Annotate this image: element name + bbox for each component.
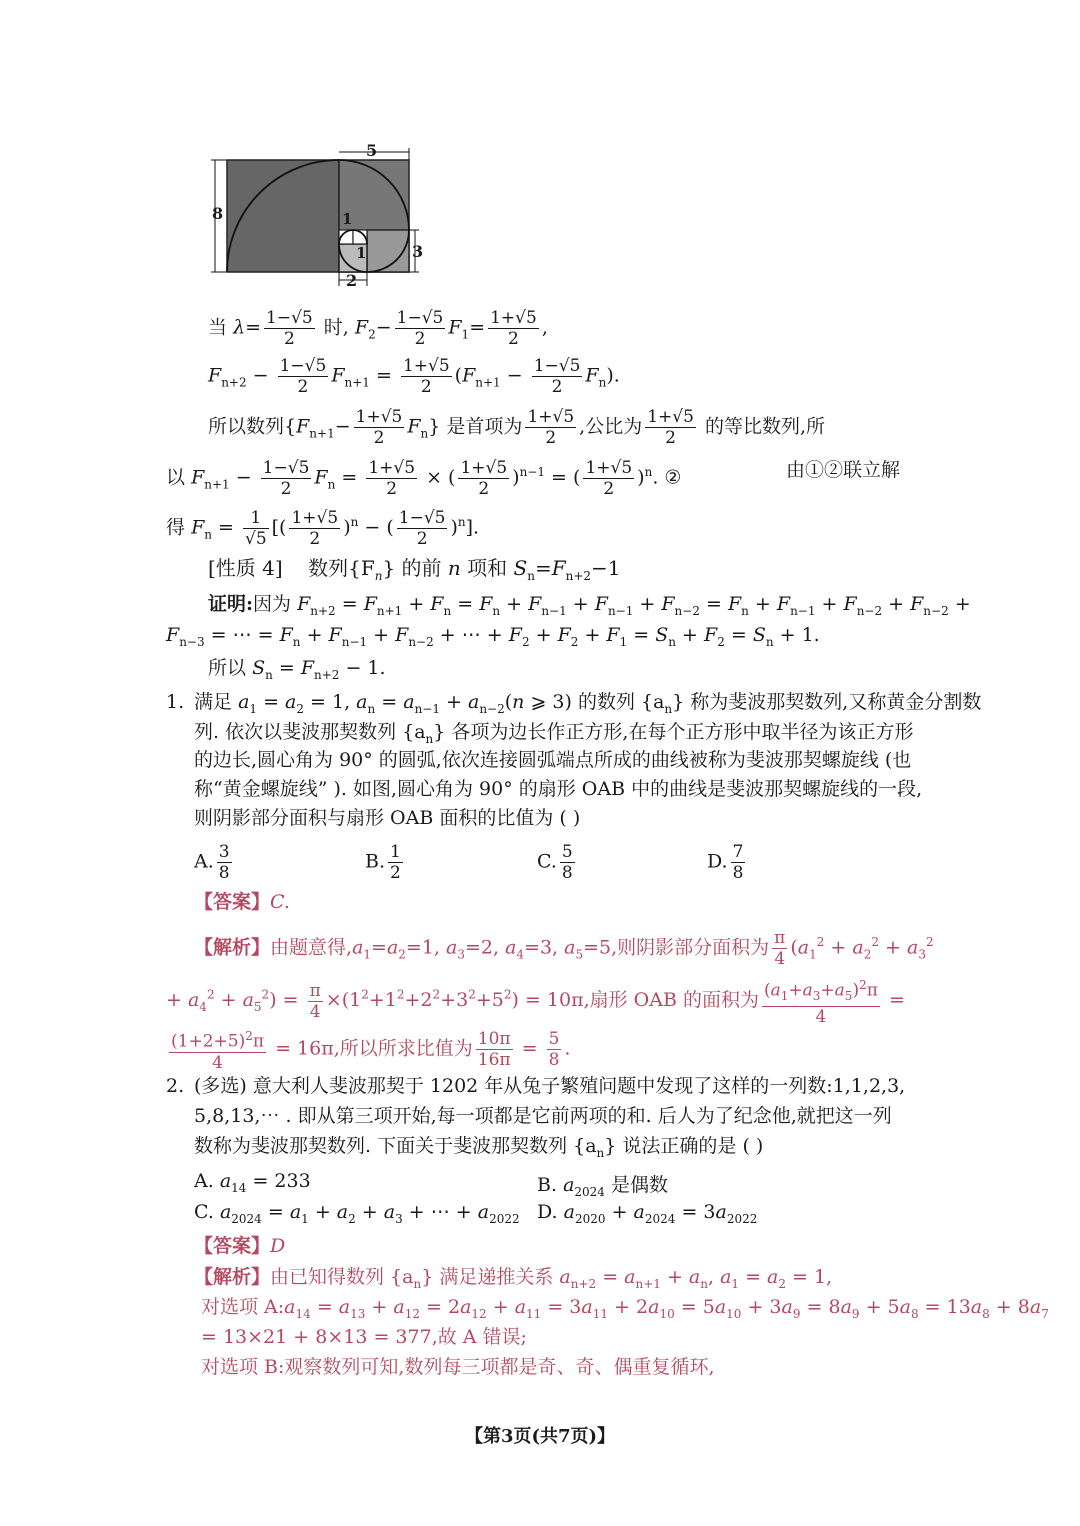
- q2-answer: 【答案】D: [194, 1235, 286, 1257]
- q2-option-c[interactable]: C. $a_{2024} = a_1 + a_2 + a_3$ + ⋯ + $a_{2022}$: [194, 1201, 520, 1226]
- q1-line-1: 满足 $a_1 = a_2 = 1$, $a_n = a_{n-1} + a_{n-2}(n$ ⩾ 3) 的数列 $\{a_n\}$ 称为斐波那契数列,又称黄金分割数: [194, 691, 982, 716]
- q1-line-4: 称“黄金螺旋线” ). 如图,圆心角为 90° 的扇形 OAB 中的曲线是斐波那契螺旋线的一段,: [194, 778, 923, 800]
- q1-number: 1.: [166, 691, 185, 713]
- q1-option-b[interactable]: B. $\frac{1}{2}$: [365, 842, 401, 883]
- q1-line-3: 的边长,圆心角为 90° 的圆弧,依次连接圆弧端点所成的曲线被称为斐波那契螺旋线 (也: [194, 749, 912, 771]
- q1-option-d[interactable]: D. $\frac{7}{8}$: [707, 842, 744, 883]
- q2-line-2: 5,8,13,⋯ . 即从第三项开始,每一项都是它前两项的和. 后人为了纪念他,就把这一列: [194, 1105, 892, 1127]
- label-5: 5: [366, 141, 378, 160]
- page-footer: 【第3页(共7页)】: [464, 1426, 616, 1447]
- q2-number: 2.: [166, 1075, 185, 1097]
- q1-line-5: 则阴影部分面积与扇形 OAB 面积的比值为 ( ): [194, 807, 581, 829]
- q2-analysis-line-4: 对选项 B:观察数列可知,数列每三项都是奇、奇、偶重复循环,: [201, 1356, 715, 1378]
- q2-analysis-line-2: 对选项 $A:a_{14} = a_{13} + a_{12} = 2a_{12} + a_{11} = 3a_{11} + 2a_{10} = 5a_{10} + 3a_9 = 8a_9 + 5a_8 = 13a_8 + 8a_7$: [201, 1296, 1049, 1321]
- label-8: 8: [212, 204, 224, 223]
- derivation-line-4-tail: 由①②联立解: [786, 459, 901, 481]
- label-1a: 1: [342, 210, 353, 228]
- q1-option-c[interactable]: C. $\frac{5}{8}$: [537, 842, 573, 883]
- q1-analysis-line-1: 【解析】由题意得$,a_1=a_2=1$, $a_3=2$, $a_4=3$, $a_5=5$,则阴影部分面积为 $\frac{\pi}{4}$ ($a_1^2 + a_2^2 + a_3^2$: [194, 928, 934, 969]
- derivation-line-5: 得 $F_n$ = $\frac{1}{√5}$ [( $\frac{1+√5}{2}$ )$^n$ − ( $\frac{1-√5}{2}$ )$^n$].: [166, 508, 480, 549]
- derivation-line-4: 以 $F_{n+1}$ − $\frac{1-√5}{2}$ $F_n$ = $\frac{1+√5}{2}$ × ( $\frac{1+√5}{2}$ )$^{n-1}$ = ( $\frac{1+√5}{2}$ )$^n$. ②: [166, 458, 682, 499]
- q1-answer: 【答案】C.: [194, 891, 290, 913]
- square-8: [227, 160, 339, 272]
- proof-conclusion: 所以 $S_n = F_{n+2} - 1$.: [208, 657, 386, 682]
- q1-analysis-line-2: + $a_4^2 + a_5^2$) = $\frac{\pi}{4}$ $\times(1^2+1^2+2^2+3^2+5^2) = 10\pi$,扇形 OAB 的面积为 $\frac{(a_1+a_3+a_5)^2\pi}{4}$ =: [166, 975, 905, 1027]
- q2-analysis-line-3: = 13×21 + 8×13 = 377,故 A 错误;: [201, 1326, 527, 1348]
- q2-option-b[interactable]: B. $a_{2024}$ 是偶数: [537, 1174, 668, 1199]
- property-4-heading: [性质 4] 数列$\{F_n\}$ 的前 n 项和 $S_n=F_{n+2}-1$: [208, 556, 621, 583]
- label-1b: 1: [356, 244, 367, 262]
- q1-analysis-line-3: $\frac{(1+2+5)^2\pi}{4}$ = 16π,所以所求比值为 $\frac{10\pi}{16\pi}$ = $\frac{5}{8}$ .: [166, 1026, 570, 1073]
- label-3: 3: [412, 242, 424, 261]
- q1-option-a[interactable]: A. $\frac{3}{8}$: [194, 842, 230, 883]
- proof-line-1: 证明:因为 $F_{n+2} = F_{n+1} + F_n = F_n + F_{n-1} + F_{n-1} + F_{n-2} = F_n + F_{n-1} + F_{n-2} + F_{n-2}$ +: [208, 593, 971, 618]
- q2-line-1: (多选) 意大利人斐波那契于 1202 年从兔子繁殖问题中发现了这样的一列数:1,1,2,3,: [194, 1075, 906, 1097]
- derivation-line-1: 当 λ= $\frac{1-√5}{2}$ 时, $F_2-$ $\frac{1-√5}{2}$ $F_1=$ $\frac{1+√5}{2}$ ,: [208, 308, 548, 349]
- q2-option-d[interactable]: D. $a_{2020} + a_{2024} = 3a_{2022}$: [537, 1201, 758, 1226]
- label-2: 2: [346, 271, 358, 290]
- q2-analysis-line-1: 【解析】由已知得数列 $\{a_n\}$ 满足递推关系 $a_{n+2} = a_{n+1} + a_n$, $a_1 = a_2 = 1$,: [194, 1266, 833, 1291]
- q2-line-3: 数称为斐波那契数列. 下面关于斐波那契数列 $\{a_n\}$ 说法正确的是 ( ): [194, 1135, 764, 1160]
- derivation-line-3: 所以数列{$F_{n+1}-$ $\frac{1+√5}{2}$ $F_n$} 是首项为 $\frac{1+√5}{2}$ ,公比为 $\frac{1+√5}{2}$ 的等比数列,所: [208, 407, 826, 448]
- fibonacci-spiral-figure: [205, 140, 435, 290]
- q2-option-a[interactable]: A. $a_{14} = 233$: [194, 1170, 311, 1195]
- proof-line-2: $F_{n-3}$ = ⋯ = $F_n + F_{n-1} + F_{n-2}$ + ⋯ + $F_2 + F_2 + F_1 = S_n + F_2 = S_n + 1$.: [166, 624, 820, 649]
- q1-line-2: 列. 依次以斐波那契数列 $\{a_n\}$ 各项为边长作正方形,在每个正方形中取半径为该正方形: [194, 721, 914, 746]
- derivation-line-2: $F_{n+2}$ − $\frac{1-√5}{2}$ $F_{n+1}$ = $\frac{1+√5}{2}$ ($F_{n+1}$ − $\frac{1-√5}{2}$ $F_n$).: [208, 356, 620, 397]
